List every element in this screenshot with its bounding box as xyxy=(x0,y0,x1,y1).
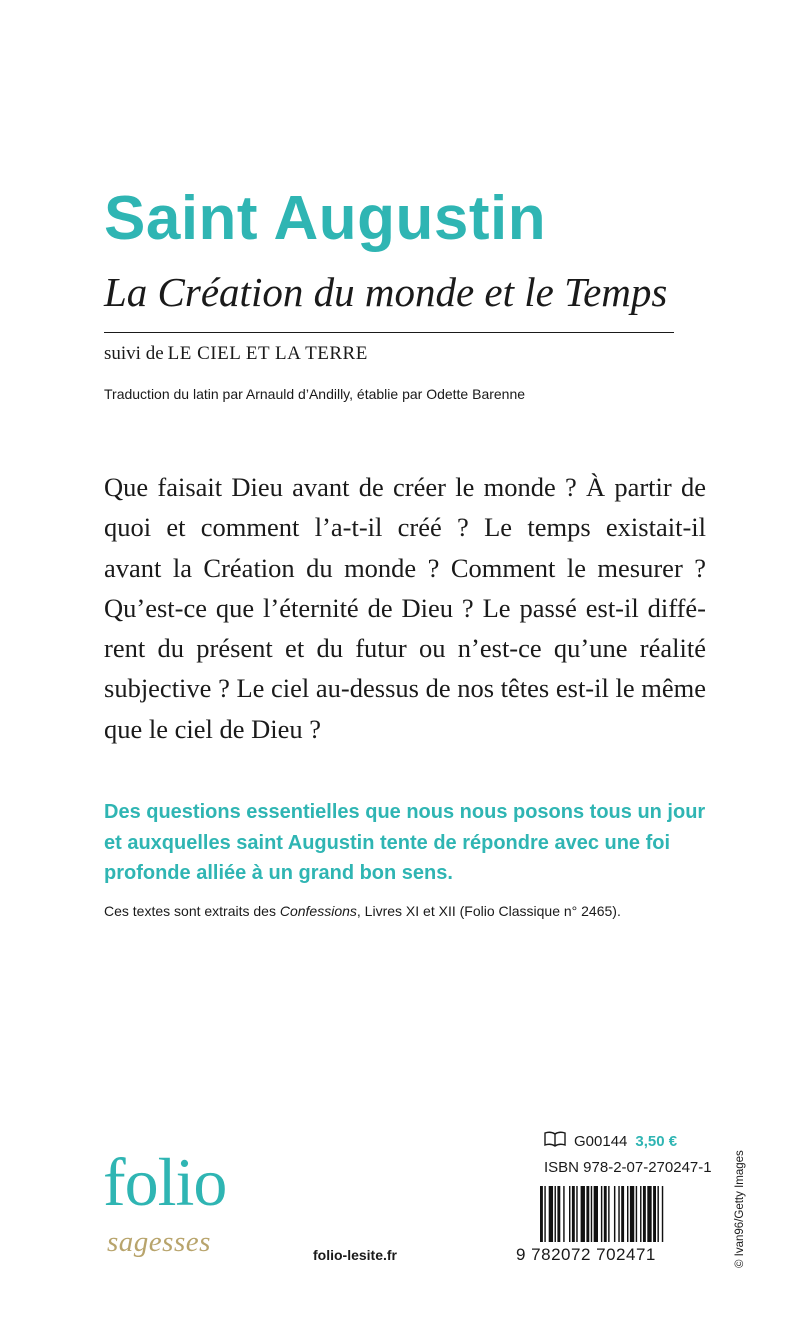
source-note xyxy=(104,903,621,919)
synopsis-line: Qu’est-ce que l’éternité de Dieu ? Le passé est-il diffé- xyxy=(104,592,706,623)
author-name: Saint Augustin xyxy=(104,184,547,253)
title-divider xyxy=(104,332,674,333)
teaser xyxy=(104,797,708,889)
teaser-line: et auxquelles saint Augustin tente de répondre avec une foi xyxy=(104,831,671,854)
subtitle xyxy=(104,343,368,365)
note-before: Ces textes sont extraits des xyxy=(104,903,280,919)
note-italic: Confessions xyxy=(279,903,357,919)
folio-logo: folio xyxy=(103,1144,227,1220)
product-code-line xyxy=(544,1131,677,1151)
synopsis-line: rent du présent et du futur ou n’est-ce qu’une réalité xyxy=(104,633,706,664)
translation-credit: Traduction du latin par Arnauld d’Andilly, établie par Odette Barenne xyxy=(104,386,526,402)
product-code: G00144 xyxy=(574,1132,628,1150)
synopsis-line: Que faisait Dieu avant de créer le monde ? À partir de xyxy=(104,472,706,502)
synopsis-line: avant la Création du monde ? Comment le mesurer ? xyxy=(104,552,706,583)
subtitle-text: LE CIEL ET LA TERRE xyxy=(167,343,368,364)
photo-credit: © Ivan96/Getty Images xyxy=(734,1150,746,1268)
synopsis-line: que le ciel de Dieu ? xyxy=(104,713,322,744)
subtitle-prefix: suivi de xyxy=(104,343,164,364)
synopsis xyxy=(104,467,706,749)
series-name: sagesses xyxy=(107,1226,211,1258)
price: 3,50 € xyxy=(635,1132,678,1150)
teaser-line: Des questions essentielles que nous nous posons tous un jour xyxy=(104,801,706,823)
teaser-line: profonde alliée à un grand bon sens. xyxy=(104,862,453,884)
synopsis-line: quoi et comment l’a-t-il créé ? Le temps existait-il xyxy=(104,512,706,543)
book-icon xyxy=(544,1131,566,1151)
website: folio-lesite.fr xyxy=(313,1247,398,1263)
synopsis-line: subjective ? Le ciel au-dessus de nos têtes est-il le même xyxy=(104,673,706,704)
note-after: , Livres XI et XII (Folio Classique n° 2465). xyxy=(356,903,621,919)
book-title: La Création du monde et le Temps xyxy=(104,269,668,315)
barcode-icon xyxy=(540,1186,700,1242)
barcode-digits: 9 782072 702471 xyxy=(516,1245,656,1264)
isbn: ISBN 978-2-07-270247-1 xyxy=(544,1159,712,1176)
